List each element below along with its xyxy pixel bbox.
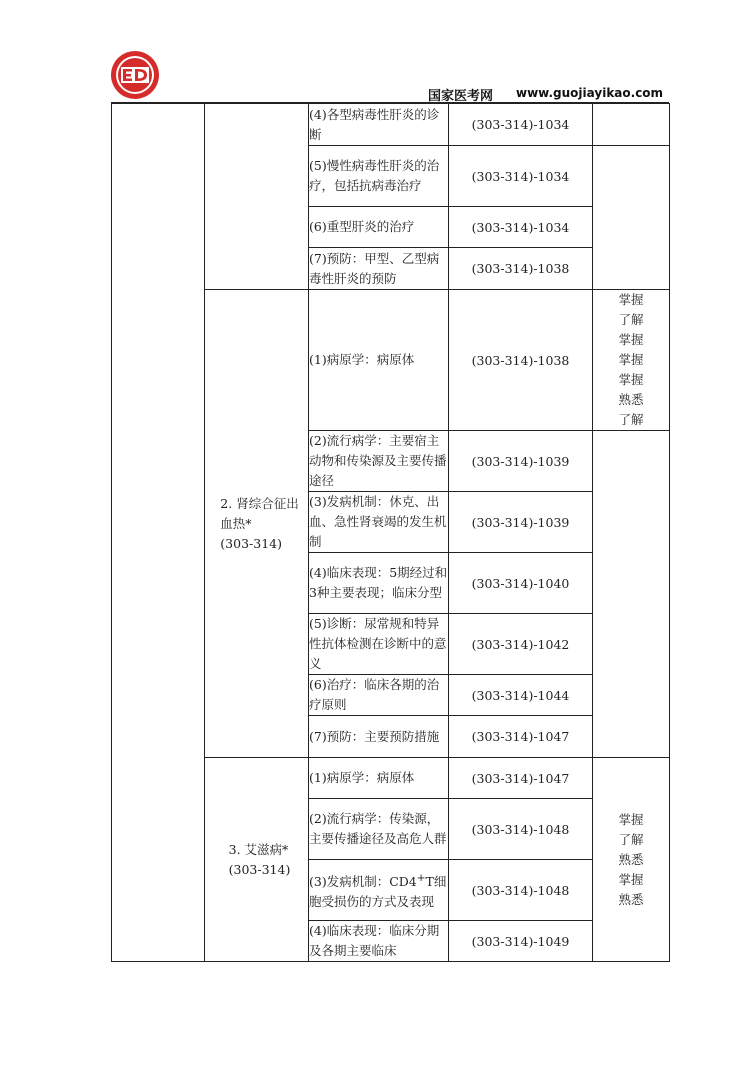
ref-cell: (303-314)-1049 [449,921,593,962]
level-label: 掌握 [618,332,644,347]
syllabus-table [111,103,670,962]
content-cell: (6)重型肝炎的治疗 [309,207,449,248]
level-list-cell [593,758,670,962]
ref-cell: (303-314)-1034 [449,207,593,248]
ref-cell: (303-314)-1034 [449,146,593,207]
ref-cell: (303-314)-1039 [449,492,593,553]
content-cell: (6)治疗：临床各期的治疗原则 [309,675,449,716]
level-cell [593,146,670,290]
level-label: 熟悉 [618,392,644,407]
ref-cell: (303-314)-1044 [449,675,593,716]
ref-cell: (303-314)-1047 [449,716,593,758]
content-cell: (4)各型病毒性肝炎的诊断 [309,104,449,146]
ref-cell: (303-314)-1047 [449,758,593,799]
level-cell [593,431,670,758]
level-label: 掌握 [618,372,644,387]
ref-cell: (303-314)-1039 [449,431,593,492]
ref-cell: (303-314)-1038 [449,290,593,431]
topic-title: 血热* [220,515,252,531]
level-label: 了解 [618,831,644,847]
content-cell: (1)病原学：病原体 [309,290,449,431]
ref-cell: (303-314)-1042 [449,614,593,675]
table-row [112,104,670,146]
level-label: 了解 [618,312,644,327]
content-cell: (1)病原学：病原体 [309,758,449,799]
level-label: 了解 [618,412,644,427]
ref-cell: (303-314)-1040 [449,553,593,614]
site-name: 国家医考网 [428,89,494,104]
topic-code: (303-314) [220,535,282,551]
content-cell: (4)临床表现：临床分期及各期主要临床 [309,921,449,962]
content-text: T细胞受损伤的方式及表现 [309,874,447,910]
superscript-plus: + [416,871,426,884]
level-label: 掌握 [618,811,644,827]
category-cell [112,104,205,962]
level-label: 熟悉 [618,891,644,907]
content-cell: (7)预防：主要预防措施 [309,716,449,758]
ref-cell: (303-314)-1038 [449,248,593,290]
ref-cell: (303-314)-1048 [449,860,593,921]
topic-code: (303-314) [228,861,291,877]
topic-title: 3. 艾滋病* [228,841,289,857]
content-cell: (5)诊断：尿常规和特异性抗体检测在诊断中的意义 [309,614,449,675]
level-label: 掌握 [618,871,644,887]
level-label: 掌握 [618,292,644,307]
topic-cell [205,290,309,758]
content-cell [309,860,449,921]
level-cell [593,104,670,146]
level-label: 熟悉 [618,851,644,867]
content-cell: (5)慢性病毒性肝炎的治疗，包括抗病毒治疗 [309,146,449,207]
content-text: (3)发病机制：CD4 [309,874,417,890]
topic-cell [205,758,309,962]
content-cell: (3)发病机制：休克、出血、急性肾衰竭的发生机制 [309,492,449,553]
content-cell: (7)预防：甲型、乙型病毒性肝炎的预防 [309,248,449,290]
site-url[interactable]: www.guojiayikao.com [516,86,664,100]
content-cell: (4)临床表现：5期经过和3种主要表现；临床分型 [309,553,449,614]
ref-cell: (303-314)-1034 [449,104,593,146]
content-cell: (2)流行病学：传染源，主要传播途径及高危人群 [309,799,449,860]
ref-cell: (303-314)-1048 [449,799,593,860]
level-label: 掌握 [618,352,644,367]
circular-red-logo-icon [110,50,160,100]
content-cell: (2)流行病学：主要宿主动物和传染源及主要传播途径 [309,431,449,492]
topic-title: 2. 肾综合征出 [220,495,299,511]
level-list-cell [593,290,670,431]
topic-cell [205,104,309,290]
